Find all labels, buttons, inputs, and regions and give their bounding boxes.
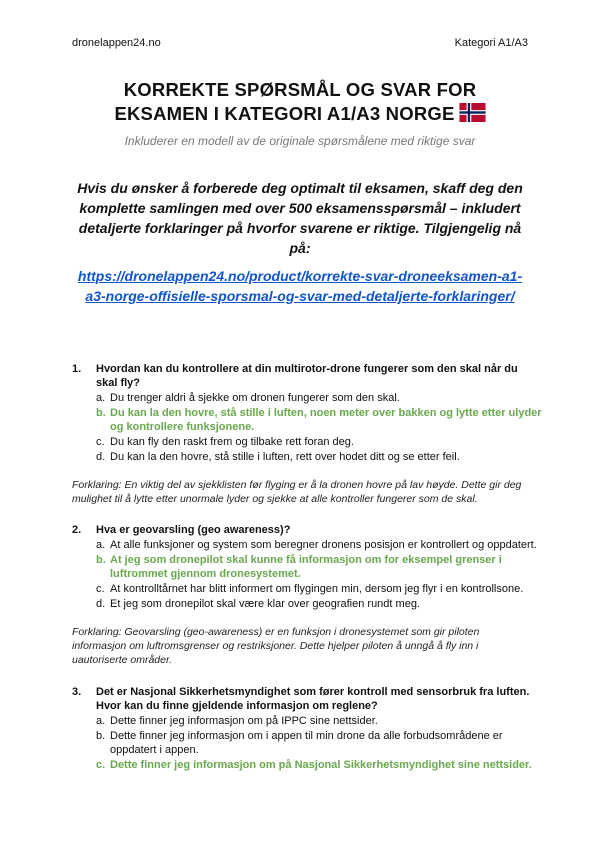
title-line-2-row	[60, 102, 540, 128]
header-site-name: dronelappen24.no	[72, 37, 161, 49]
option-text: At kontrolltårnet har blitt informert om flygingen min, dersom jeg flyr i en kontrollsone.	[110, 583, 524, 595]
option-letter: a.	[96, 392, 106, 404]
norway-flag-icon	[459, 103, 486, 128]
option-letter: c.	[96, 436, 105, 448]
question-number: 1.	[72, 363, 82, 375]
question-number: 3.	[72, 686, 82, 698]
option-text: At jeg som dronepilot skal kunne få informasjon om for eksempel grenser i luftrommet gjennom dronesystemet.	[110, 554, 502, 580]
option-text: Dette finner jeg informasjon om på IPPC sine nettsider.	[110, 715, 378, 727]
answer-option	[96, 597, 542, 611]
option-text: Dette finner jeg informasjon om i appen til min drone da alle forbudsområdene er oppdatert i appen.	[110, 730, 503, 756]
option-letter: d.	[96, 451, 106, 463]
answer-option	[96, 435, 542, 449]
option-letter: b.	[96, 554, 106, 566]
option-letter: a.	[96, 715, 106, 727]
answer-option	[96, 729, 542, 757]
explanation-1: Forklaring: En viktig del av sjekklisten før flyging er å la dronen hovre på lav høyde. Dette gir deg mulighet til å lytte etter unormale lyder og sjekke at alle kontroller fungerer som de skal.	[72, 479, 522, 505]
option-text: Dette finner jeg informasjon om på Nasjonal Sikkerhetsmyndighet sine nettsider.	[110, 759, 532, 771]
product-link[interactable]: https://dronelappen24.no/product/korrekte-svar-droneeksamen-a1-a3-norge-offisielle-sporsmal-og-svar-med-detaljerte-forklaringer/	[77, 268, 523, 304]
option-text: Du kan la den hovre, stå stille i luften, noen meter over bakken og lytte etter ulyder og kontrollere funksjonene.	[110, 407, 542, 433]
question-text: Hva er geovarsling (geo awareness)?	[96, 524, 291, 536]
explanation-2: Forklaring: Geovarsling (geo-awareness) er en funksjon i dronesystemet som gir piloten informasjon om luftromsgrenser og restriksjoner. Dette hjelper piloten å unngå å fly inn i uautoriserte områder.	[72, 626, 480, 666]
title-line-2: EKSAMEN I KATEGORI A1/A3 NORGE	[114, 103, 455, 124]
question-2	[72, 523, 542, 611]
answer-option-correct	[96, 758, 542, 772]
header-category: Kategori A1/A3	[454, 37, 528, 49]
answer-option-correct	[96, 406, 542, 434]
option-letter: b.	[96, 730, 106, 742]
promo-text: Hvis du ønsker å forberede deg optimalt til eksamen, skaff deg den komplette samlingen med over 500 eksamensspørsmål – inkludert detaljerte forklaringer på hvorfor svarene er riktige. Tilgjengelig nå på:	[77, 180, 523, 256]
answer-option	[96, 391, 542, 405]
answer-option	[96, 450, 542, 464]
option-text: Du kan la den hovre, stå stille i luften, rett over hodet ditt og se etter feil.	[110, 451, 460, 463]
answer-option	[96, 538, 542, 552]
option-letter: b.	[96, 407, 106, 419]
option-text: Du trenger aldri å sjekke om dronen fungerer som den skal.	[110, 392, 400, 404]
question-3	[72, 685, 542, 772]
question-text: Hvordan kan du kontrollere at din multirotor-drone fungerer som den skal når du skal fly?	[96, 363, 518, 389]
page-title	[60, 78, 540, 128]
answer-option	[96, 714, 542, 728]
title-line-1: KORREKTE SPØRSMÅL OG SVAR FOR	[123, 79, 477, 100]
option-letter: c.	[96, 759, 106, 771]
subtitle: Inkluderer en modell av de originale spørsmålene med riktige svar	[124, 134, 476, 148]
option-letter: a.	[96, 539, 106, 551]
question-number: 2.	[72, 524, 82, 536]
option-text: Et jeg som dronepilot skal være klar over geografien rundt meg.	[110, 598, 420, 610]
answer-option-correct	[96, 553, 542, 581]
option-text: Du kan fly den raskt frem og tilbake rett foran deg.	[110, 436, 354, 448]
option-letter: c.	[96, 583, 105, 595]
answer-option	[96, 582, 542, 596]
question-text: Det er Nasjonal Sikkerhetsmyndighet som fører kontroll med sensorbruk fra luften. Hvor kan du finne gjeldende informasjon om reglene?	[96, 686, 530, 712]
question-1	[72, 362, 542, 464]
option-text: At alle funksjoner og system som beregner dronens posisjon er kontrollert og oppdatert.	[110, 539, 537, 551]
option-letter: d.	[96, 598, 106, 610]
